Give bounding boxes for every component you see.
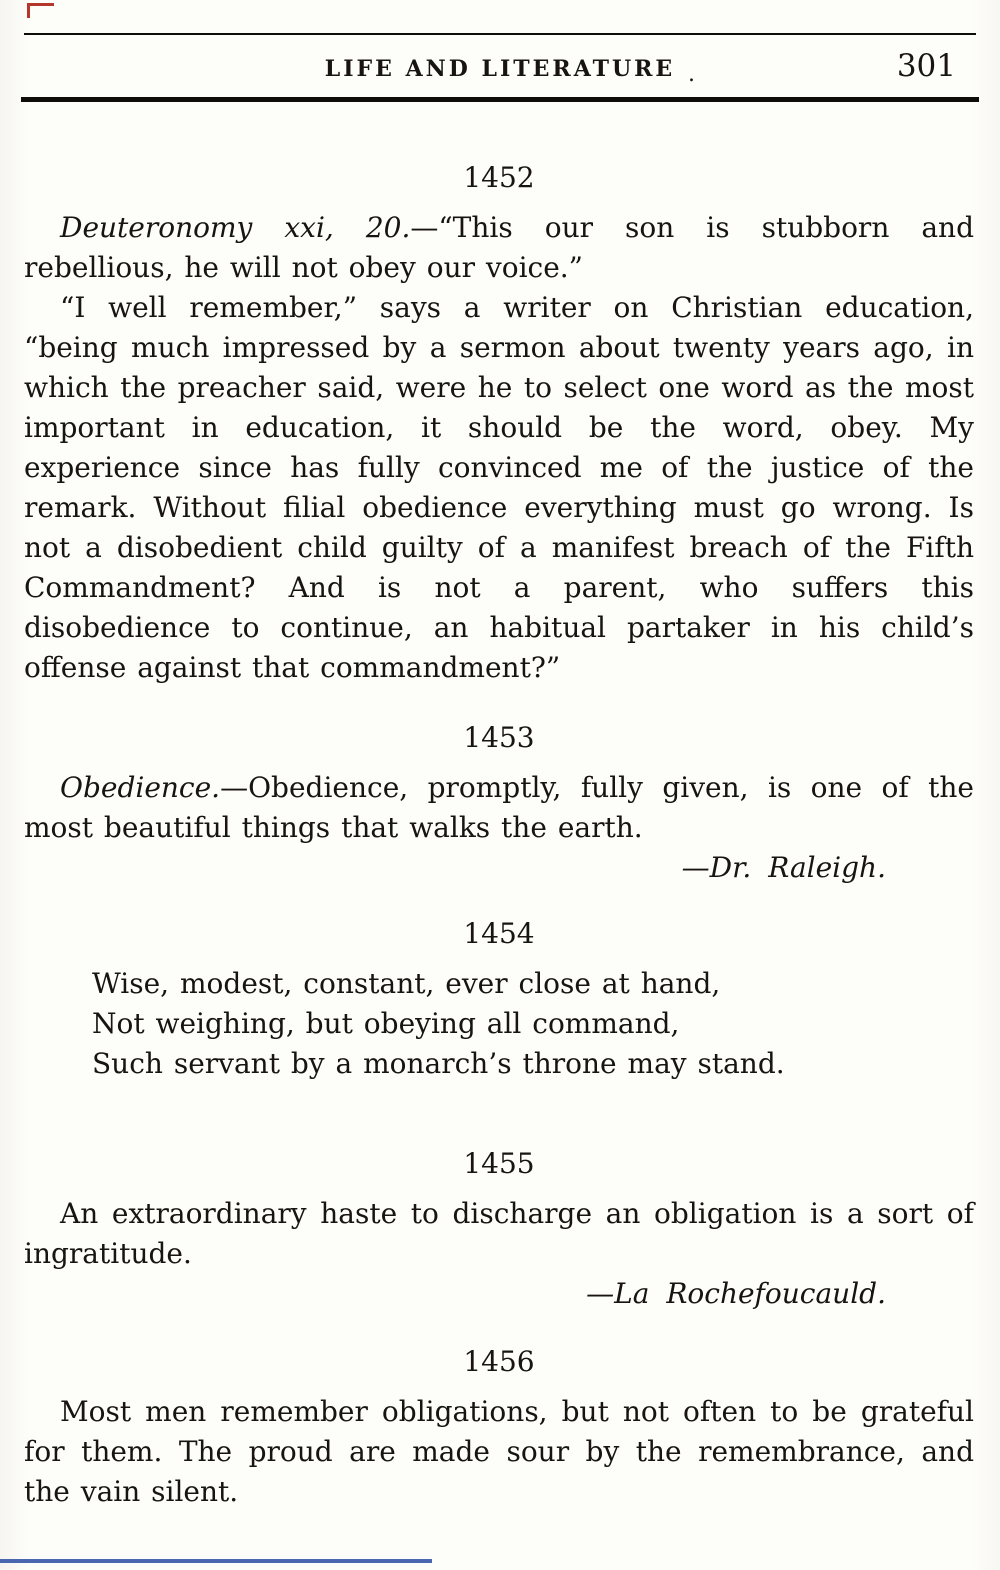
scan-artifact-red-mark	[27, 3, 54, 6]
entry-number: 1453	[463, 721, 535, 754]
entry-body-paragraph: “I well remember,” says a writer on Christian education, “being much impressed by a sermon about twenty years ago, in which the preacher said, were he to select one word as the most important in education, it should be the word, obey. My experience since has fully convinced me of the justice of the remark. Without filial obedience everything must go wrong. Is not a disobedient child guilty of a manifest breach of the Fifth Commandment? And is not a parent, who suffers this disobedience to continue, an habitual partaker in his child’s offense against that commandment?”	[24, 291, 974, 684]
attribution-line: —La Rochefoucauld.	[586, 1277, 886, 1310]
entry-1452	[24, 158, 974, 688]
page-number: 301	[896, 48, 956, 84]
entry-1453	[24, 718, 974, 888]
text-block	[24, 122, 974, 1512]
entry-body-paragraph: Most men remember obligations, but not often to be grateful for them. The proud are made sour by the remembrance, and the vain silent.	[24, 1395, 974, 1508]
stray-dot-artifact: .	[688, 62, 695, 87]
entry-1454	[24, 914, 974, 1084]
citation-italic: Obedience.	[60, 771, 221, 804]
header-top-rule	[24, 33, 976, 35]
verse-line: Not weighing, but obeying all command,	[92, 1007, 680, 1040]
verse-stanza	[92, 964, 974, 1084]
em-dash: —	[410, 211, 439, 244]
scan-artifact-red-mark	[27, 3, 30, 18]
running-head	[0, 48, 1000, 98]
entry-1455	[24, 1144, 974, 1314]
em-dash: —	[220, 771, 249, 804]
citation-italic: Deuteronomy xxi, 20.	[60, 211, 411, 244]
header-bottom-rule	[21, 97, 979, 102]
entry-number: 1454	[463, 917, 535, 950]
quote-text: Obedience, promptly, fully given, is one of the most beautiful things that walks the earth.	[24, 771, 974, 844]
entry-number: 1455	[463, 1147, 535, 1180]
entry-1456	[24, 1342, 974, 1512]
verse-line: Such servant by a monarch’s throne may stand.	[92, 1047, 785, 1080]
entry-number: 1456	[463, 1345, 535, 1378]
entry-number: 1452	[463, 161, 535, 194]
entry-body-paragraph: An extraordinary haste to discharge an obligation is a sort of ingratitude.	[24, 1197, 974, 1270]
attribution-line: —Dr. Raleigh.	[681, 851, 886, 884]
entry-lead-paragraph	[24, 208, 974, 288]
page-title: LIFE AND LITERATURE	[324, 56, 676, 82]
entry-lead-paragraph	[24, 768, 974, 848]
verse-line: Wise, modest, constant, ever close at hand,	[92, 967, 721, 1000]
quote-text: “This our son is stubborn and rebellious, he will not obey our voice.”	[24, 211, 974, 284]
scan-artifact-blue-line	[0, 1559, 432, 1563]
